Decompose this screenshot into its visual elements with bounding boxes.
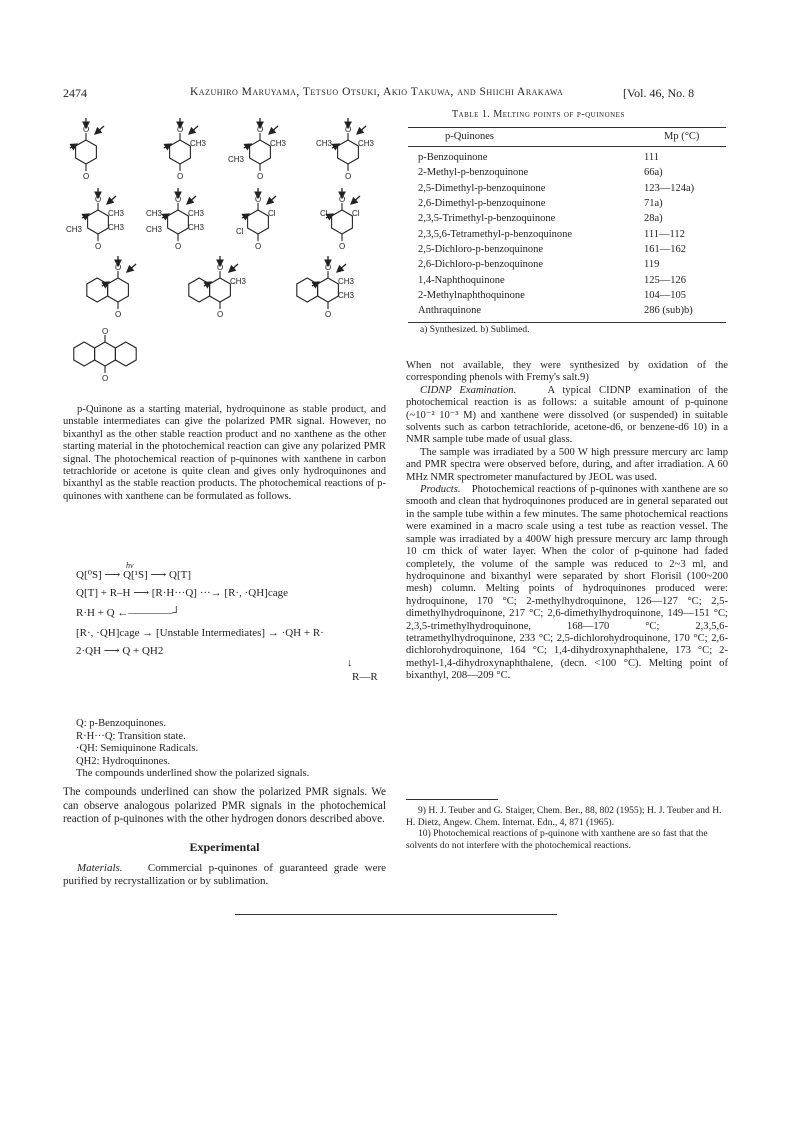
quinone-name-cell: 2,6-Dichloro-p-benzoquinone (418, 259, 544, 271)
substituent-label: Cl (268, 209, 276, 218)
melting-point-cell: 119 (643, 259, 660, 271)
table-header-quinones: p-Quinones (445, 131, 494, 142)
oxygen-label: O (115, 310, 122, 319)
oxygen-label: O (175, 195, 182, 204)
melting-point-cell: 71a) (643, 198, 663, 210)
oxygen-label: O (177, 172, 184, 181)
quinone-structure (236, 188, 276, 251)
oxygen-label: O (95, 195, 102, 204)
quinone-structure (70, 118, 104, 181)
oxygen-label: O (339, 242, 346, 251)
table-row (418, 150, 718, 165)
substituent-label: CH3 (358, 139, 375, 148)
quinone-name-cell: 2,5-Dichloro-p-benzoquinone (418, 243, 544, 255)
scheme-line-4: [R·, ·QH]cage → [Unstable Intermediates] → ·QH + R· (76, 627, 324, 639)
quinone-structure (320, 188, 360, 251)
def-underlined: The compounds underlined show the polarized signals. (76, 768, 310, 779)
quinone-name-cell: Anthraquinone (418, 305, 481, 317)
hv-label: hν (126, 561, 134, 570)
oxygen-label: O (325, 310, 332, 319)
quinone-structure (87, 256, 136, 319)
quinone-name-cell: 2,3,5-Trimethyl-p-benzoquinone (418, 213, 556, 225)
oxygen-label: O (217, 263, 224, 272)
quinone-structure (66, 188, 125, 251)
melting-point-cell: 125—126 (643, 274, 686, 286)
quinone-name-cell: 2-Methylnaphthoquinone (418, 289, 525, 301)
substituent-label: Cl (352, 209, 360, 218)
substituent-label: CH3 (230, 277, 247, 286)
quinone-structure (297, 256, 355, 319)
footnote-10: 10) Photochemical reactions of p-quinone with xanthene are so fast that the solvents do not interfere with the photochemical reactions. (406, 828, 708, 851)
substituent-label: CH3 (188, 209, 205, 218)
materials-text: Commercial p-quinones of guaranteed grade were purified by recrystallization or by sublimation. (63, 862, 387, 888)
materials-label: Materials. (77, 862, 123, 874)
scheme-line-5: 2·QH ⟶ Q + QH2 (76, 645, 164, 657)
substituent-label: CH3 (190, 139, 207, 148)
quinone-name-cell: 2,3,5,6-Tetramethyl-p-benzoquinone (418, 228, 573, 240)
scheme-definitions (76, 718, 392, 781)
melting-point-cell: 161—162 (643, 243, 686, 255)
table-row (418, 288, 718, 303)
polarized-paragraph: The compounds underlined can show the polarized PMR signals. We can observe analogous polarized PMR signals in the photochemical reaction of p-quinones with the other hydrogen donors described above. (63, 786, 386, 826)
footnotes (406, 805, 728, 851)
reaction-scheme (76, 561, 392, 689)
table-row (418, 181, 718, 196)
quinone-name-cell: p-Benzoquinone (418, 152, 488, 164)
substituent-label: CH3 (338, 277, 355, 286)
melting-point-cell: 123—124a) (643, 182, 695, 194)
table-header-mp: Mp (°C) (664, 131, 700, 142)
substituent-label: CH3 (146, 209, 163, 218)
oxygen-label: O (255, 195, 262, 204)
running-authors: Kazuhiro Maruyama, Tetsuo Otsuki, Akio Takuwa, and Shiichi Arakawa (190, 86, 564, 98)
melting-point-cell: 104—105 (643, 289, 686, 301)
scheme-line-1: Q[⁰S] ⟶ Q[¹S] ⟶ Q[T] (76, 569, 192, 581)
intro-paragraph: p-Quinone as a starting material, hydroquinone as stable product, and unstable intermediates can give the polarized PMR signal. However, no bixanthyl as the other stable reaction product and no xanthene as the other starting material in the photochemical reaction can give any polarized PMR signal. The photochemical reaction of p-quinones with xanthene in carbon tetrachloride or acetone is quite clean and gives only hydroquinones and bixanthyl as the stable reaction products. The photochemical reactions of p-quinones with xanthene can be formulated as follows. (63, 404, 386, 502)
volume-info: [Vol. 46, No. 8 (623, 86, 695, 100)
table-row (418, 257, 718, 272)
section-title: Experimental (189, 840, 260, 854)
substituent-label: Cl (236, 227, 244, 236)
oxygen-label: O (177, 125, 184, 134)
substituent-label: CH3 (108, 209, 125, 218)
oxygen-label: O (175, 242, 182, 251)
oxygen-label: O (255, 242, 262, 251)
footnote-9: 9) H. J. Teuber and G. Staiger, Chem. Ber., 88, 802 (1955); H. J. Teuber and H. H. Dietz, Angew. Chem. Internat. Edn., 4, 871 (1965). (406, 805, 722, 828)
materials-paragraph (63, 862, 386, 889)
oxygen-label: O (102, 327, 109, 336)
quinone-structure (228, 118, 287, 181)
def-q: Q: p-Benzoquinones. (76, 718, 167, 729)
oxygen-label: O (217, 310, 224, 319)
table-footnote: a) Synthesized. b) Sublimed. (420, 325, 530, 335)
table-row (418, 196, 718, 211)
quinone-structure (146, 188, 205, 251)
melting-point-cell: 111—112 (643, 228, 685, 240)
table-title: Table 1. Melting points of p-quinones (452, 109, 625, 120)
melting-point-cell: 28a) (643, 213, 663, 225)
substituent-label: CH3 (228, 155, 245, 164)
oxygen-label: O (102, 374, 109, 383)
substituent-label: CH3 (188, 223, 205, 232)
melting-point-cell: 286 (sub)b) (643, 305, 693, 317)
quinone-structure (316, 118, 375, 181)
quinone-structures-figure (60, 110, 400, 388)
melting-point-cell: 111 (643, 152, 659, 164)
table-row (418, 303, 718, 318)
substituent-label: CH3 (66, 225, 83, 234)
substituent-label: CH3 (270, 139, 287, 148)
quinone-structure (164, 118, 207, 181)
def-transition-state: R·H···Q: Transition state. (76, 730, 186, 742)
table-row (418, 242, 718, 257)
substituent-label: CH3 (316, 139, 333, 148)
melting-point-cell: 66a) (643, 167, 663, 179)
quinone-structure (189, 256, 247, 319)
oxygen-label: O (257, 172, 264, 181)
quinone-name-cell: 1,4-Naphthoquinone (418, 274, 505, 286)
scheme-bixanthyl: R—R (352, 671, 378, 683)
page-number: 2474 (63, 86, 87, 100)
oxygen-label: O (83, 172, 90, 181)
oxygen-label: O (325, 263, 332, 272)
oxygen-label: O (95, 242, 102, 251)
scheme-line-3: R·H + Q ←————┘ (76, 607, 181, 619)
availability-paragraph: When not available, they were synthesized by oxidation of the corresponding phenols with Fremy's salt.9) (406, 360, 728, 384)
substituent-label: Cl (320, 209, 328, 218)
melting-points-table (418, 150, 718, 318)
oxygen-label: O (345, 172, 352, 181)
table-row (418, 211, 718, 226)
quinone-name-cell: 2,6-Dimethyl-p-benzoquinone (418, 198, 546, 210)
oxygen-label: O (257, 125, 264, 134)
sample-paragraph: The sample was irradiated by a 500 W high pressure mercury arc lamp and PMR spectra were observed before, during, and after irradiation. A 60 MHz NMR spectrometer manufactured by JEOL was used. (406, 446, 728, 483)
scheme-down-arrow: ↓ (347, 657, 353, 669)
oxygen-label: O (83, 125, 90, 134)
quinone-name-cell: 2-Methyl-p-benzoquinone (418, 167, 529, 179)
table-row (418, 165, 718, 180)
substituent-label: CH3 (338, 291, 355, 300)
products-label: Products. (420, 484, 461, 496)
oxygen-label: O (339, 195, 346, 204)
quinone-name-cell: 2,5-Dimethyl-p-benzoquinone (418, 182, 546, 194)
substituent-label: CH3 (146, 225, 163, 234)
def-semiquinone: ·QH: Semiquinone Radicals. (76, 743, 199, 754)
oxygen-label: O (345, 125, 352, 134)
table-row (418, 226, 718, 241)
substituent-label: CH3 (108, 223, 125, 232)
products-text: Photochemical reactions of p-quinones with xanthene are so smooth and clean that hydroquinones produced are in general separated out in the sample tube within a few minutes. The same photochemical reactions were examined in a macro scale using a test tube as reaction vessel. The sample was irradiated by a 400W high pressure mercury arc lamp through 10 cm thick of water layer. When the color of p-quinone had faded completely, the volume of the sample was reduced to 2~3 ml, and hydroquinone and bixanthyl were separated by short Florisil (100~200 mesh) column. Melting points of hydroquinones produced were: hydroquinone, 170 °C; 2-methylhydroquinone, 126—127 °C; 2,5-dimethylhydroquinone, 217 °C; 2,6-dimethylhydroquinone, 149—151 °C; 2,3,5-trimethylhydroquinone, 168—170 °C; 2,3,5,6-tetramethylhydroquinone, 233 °C; 2,5-dichlorohydroquinone, 170 °C; 2,6-dichlorohydroquinone, 164 °C; 1,4-dihydroxynaphthalene, 173 °C; 2-methyl-1,4-dihydroxynaphthalene, (decn. <100 °C). Melting point of bixanthyl, 208—209 °C. (406, 484, 729, 682)
oxygen-label: O (115, 263, 122, 272)
table-row (418, 272, 718, 287)
cidnp-label: CIDNP Examination. (420, 384, 517, 396)
scheme-line-2: Q[T] + R–H ⟶ [R·H···Q] ···→ [R·, ·QH]cage (76, 587, 288, 599)
cidnp-text: A typical CIDNP examination of the photochemical reaction is as follows: a suitable amount of p-quinone (~10⁻² 10⁻³ M) and xanthene were dissolved (or suspended) in suitable solvents such as carbon tetrachloride, acetone-d6, or benzene-d6 10) in a NMR sample tube made of usual glass. (406, 384, 728, 446)
def-hydroquinones: QH2: Hydroquinones. (76, 755, 171, 767)
quinone-structure (74, 327, 136, 383)
